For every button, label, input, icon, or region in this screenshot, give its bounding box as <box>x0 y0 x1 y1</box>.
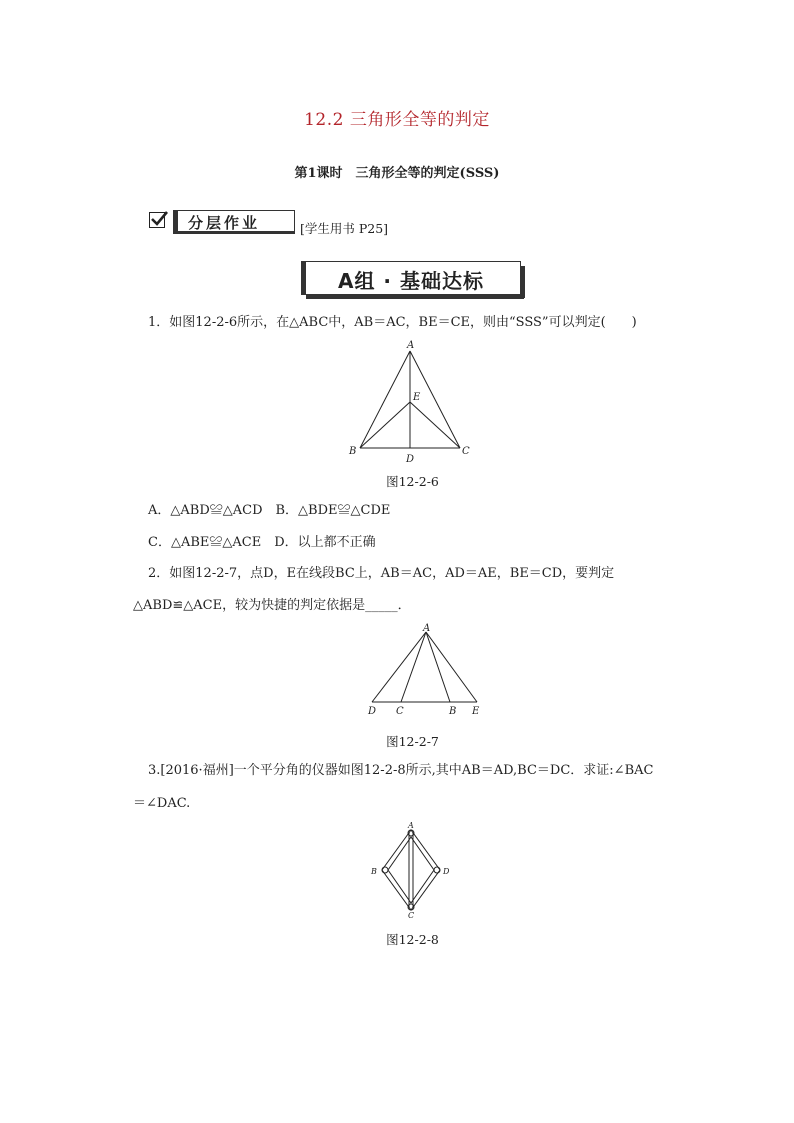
label-c: C <box>396 706 404 717</box>
label-c: C <box>408 911 415 920</box>
question-3-line-2: ＝∠DAC. <box>133 796 191 811</box>
question-2-line-1: 2．如图12-2-7，点D，E在线段BC上，AB＝AC，AD＝AE，BE＝CD，要判定 <box>148 566 615 581</box>
label-b: B <box>349 446 357 457</box>
group-a-banner <box>301 261 521 295</box>
label-e: E <box>413 392 421 403</box>
figure-12-2-7 <box>362 622 487 718</box>
label-b: B <box>371 867 377 876</box>
checkbox-icon <box>149 212 165 228</box>
page-title: 12.2 三角形全等的判定 <box>304 110 490 130</box>
figure-12-2-8 <box>368 820 458 920</box>
question-1-text: 1．如图12-2-6所示，在△ABC中，AB＝AC，BE＝CE，则由“SSS”可以判定( ) <box>148 315 637 330</box>
figure-12-2-7-caption: 图12-2-7 <box>386 734 439 749</box>
question-1-options-ab: A．△ABD≌△ACD B．△BDE≌△CDE <box>148 503 391 518</box>
question-1-options-cd: C．△ABE≌△ACE D．以上都不正确 <box>148 535 376 550</box>
lesson-subtitle: 第1课时 三角形全等的判定(SSS) <box>294 166 500 181</box>
label-a: A <box>408 821 414 830</box>
label-d: D <box>368 706 377 717</box>
figure-12-2-6 <box>340 338 475 466</box>
label-b: B <box>449 706 457 717</box>
label-d: D <box>406 454 415 465</box>
label-c: C <box>462 446 470 457</box>
figure-12-2-6-caption: 图12-2-6 <box>386 474 439 489</box>
label-a: A <box>407 340 415 351</box>
label-d: D <box>443 867 450 876</box>
group-a-label: A组 · 基础达标 <box>337 269 484 293</box>
label-e: E <box>472 706 480 717</box>
question-3-line-1: 3.[2016·福州]一个平分角的仪器如图12-2-8所示,其中AB＝AD,BC＝DC．求证:∠BAC <box>148 763 654 778</box>
textbook-reference: [学生用书 P25] <box>300 221 389 236</box>
label-a: A <box>423 623 431 634</box>
figure-12-2-8-caption: 图12-2-8 <box>386 932 439 947</box>
question-2-line-2: △ABD≌△ACE，较为快捷的判定依据是_____． <box>133 598 411 613</box>
homework-tag <box>173 210 295 234</box>
homework-tag-label: 分层作业 <box>188 214 261 232</box>
